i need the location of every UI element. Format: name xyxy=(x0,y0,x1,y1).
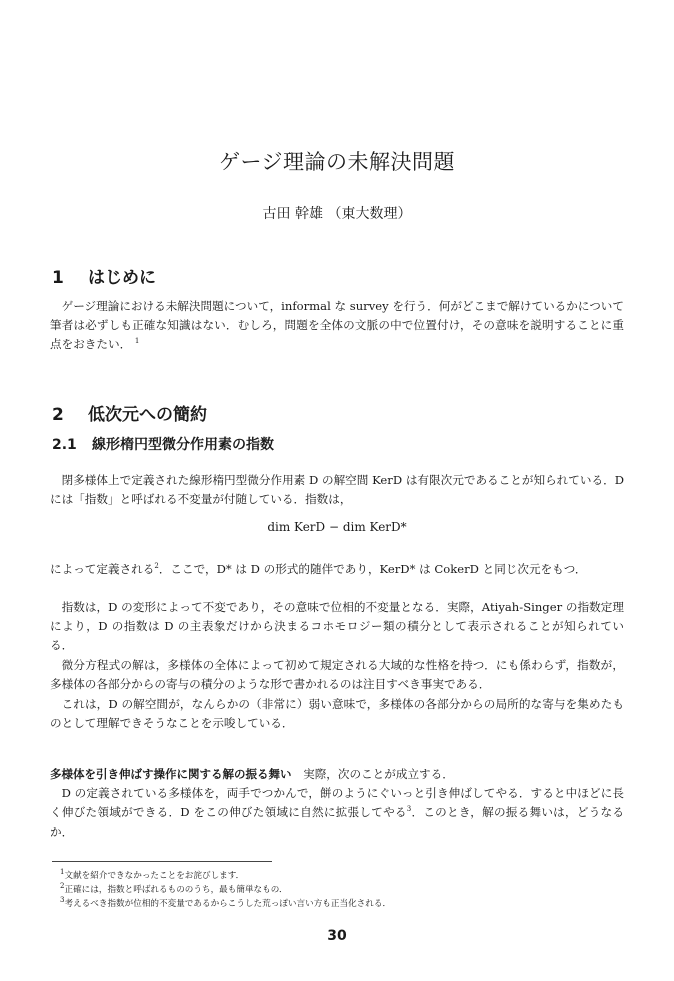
footnote-ref: 2 xyxy=(154,562,159,571)
footnote xyxy=(60,896,620,910)
paragraph-stretching xyxy=(50,765,624,842)
footnote-text: 文献を紹介できなかったことをお詫びします． xyxy=(64,871,245,881)
footnote-mark: 1 xyxy=(60,868,65,877)
runin-heading: 多様体を引き伸ばす操作に関する解の振る舞い xyxy=(50,767,292,781)
footnote xyxy=(60,868,620,882)
footnote xyxy=(60,882,620,896)
section-heading-2 xyxy=(52,400,207,425)
footnote-mark: 3 xyxy=(60,896,65,905)
subsection-heading-2-1 xyxy=(52,434,274,454)
paragraph-global-character: 微分方程式の解は，多様体の全体によって初めて規定される大域的な性格を持つ．にも係わらず，指数が，多様体の各部分からの寄与の積分のような形で書かれるのは注目すべき事実である． xyxy=(50,658,624,692)
adjoint-text-a: によって定義される xyxy=(50,562,155,576)
footnote-mark: 2 xyxy=(60,882,65,891)
paragraph-atiyah-singer: 指数は，D の変形によって不変であり，その意味で位相的不変量となる．実際，Atiyah-Singer の指数定理により，D の指数は D の主表象だけから決まるコホモロジー類の積分として表示されることが知られている． xyxy=(50,600,624,653)
section-number: 1 xyxy=(52,268,64,288)
section-number: 2 xyxy=(52,405,64,425)
footnote-ref: 3 xyxy=(406,805,412,814)
paragraph-adjoint xyxy=(50,560,624,579)
footnote-ref: 1 xyxy=(134,337,140,346)
subsection-title: 線形楕円型微分作用素の指数 xyxy=(92,437,274,453)
stretching-text-a: D の定義されている多様体を，両手でつかんで，餅のようにぐいっと引き伸ばしてやる．すると中ほどに長く伸びた領域ができる．D をこの伸びた領域に自然に拡張してやる xyxy=(50,786,624,820)
section-title: 低次元への簡約 xyxy=(88,405,207,425)
subsection-number: 2.1 xyxy=(52,437,77,453)
paper-author: 古田 幹雄 （東大数理） xyxy=(262,206,412,222)
intro-paragraph xyxy=(50,297,624,355)
paragraph-index-definition: 閉多様体上で定義された線形楕円型微分作用素 D の解空間 KerD は有限次元であることが知られている．D には「指数」と呼ばれる不変量が付随している．指数は， xyxy=(50,473,624,507)
footnote-text: 正確には，指数と呼ばれるもののうち，最も簡単なもの． xyxy=(64,885,288,895)
paper-title: ゲージ理論の未解決問題 xyxy=(218,150,456,174)
page-number: 30 xyxy=(327,928,347,944)
paragraph-local-contribution: これは，D の解空間が，なんらかの（非常に）弱い意味で，多様体の各部分からの局所的な寄与を集めたものとして理解できそうなことを示唆している． xyxy=(50,697,624,731)
stretching-text-b: ．このとき，解の振る舞いは，どうなるか． xyxy=(50,805,624,839)
runin-tail: 実際，次のことが成立する． xyxy=(303,767,454,781)
intro-text: ゲージ理論における未解決問題について，informal な survey を行う．何がどこまで解けているかについて筆者は必ずしも正確な知識はない．むしろ，問題を全体の文脈の中で位置付け，その意味を説明することに重点をおきたい． xyxy=(50,299,624,352)
section-heading-1 xyxy=(52,263,156,288)
adjoint-text-b: ．ここで，D* は D の形式的随伴であり，KerD* は CokerD と同じ次元をもつ． xyxy=(158,562,587,576)
section-title: はじめに xyxy=(88,268,156,288)
footnote-text: 考えるべき指数が位相的不変量であるからこうした荒っぽい言い方も正当化される． xyxy=(64,899,392,909)
index-formula: dim KerD − dim KerD* xyxy=(267,520,407,534)
footnote-divider xyxy=(52,861,272,862)
